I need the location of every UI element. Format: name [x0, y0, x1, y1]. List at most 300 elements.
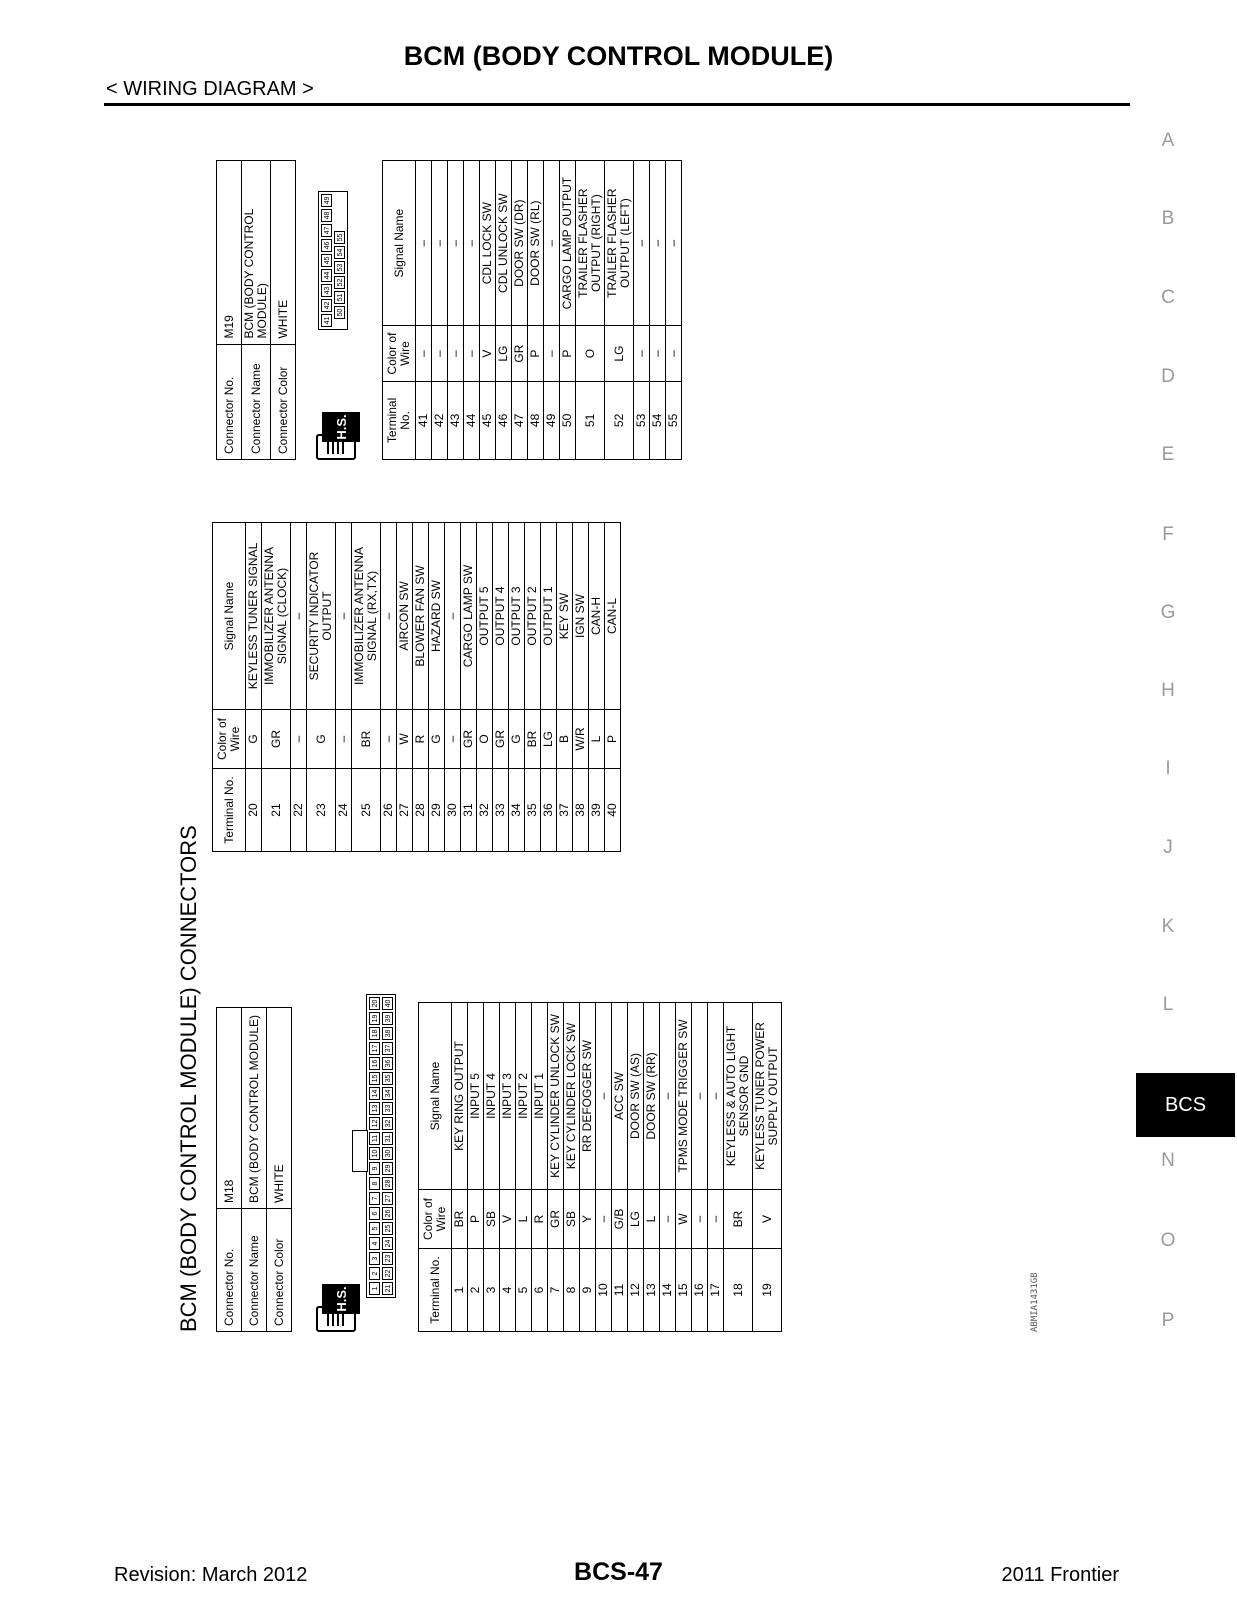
terminal-no: 52	[605, 381, 634, 459]
connector-pin: 39	[382, 1012, 393, 1025]
table-row	[544, 161, 560, 460]
terminal-no: 37	[557, 769, 573, 852]
table-row	[307, 523, 336, 852]
signal-name: –	[464, 161, 480, 326]
terminal-table-m19	[382, 160, 682, 460]
terminal-no: 1	[452, 1249, 468, 1332]
connector-pin: 16	[369, 1057, 380, 1070]
signal-name: AIRCON SW	[397, 523, 413, 710]
connector-pin: 7	[369, 1192, 380, 1205]
signal-name: –	[650, 161, 666, 326]
terminal-no: 18	[724, 1249, 753, 1332]
signal-name: OUTPUT 4	[493, 523, 509, 710]
connector-pin: 10	[369, 1147, 380, 1160]
table-row	[612, 1003, 628, 1332]
table-row	[516, 1003, 532, 1332]
terminal-no: 12	[628, 1249, 644, 1332]
signal-name: INPUT 5	[468, 1003, 484, 1190]
connector-info-m18	[216, 1007, 292, 1332]
signal-name: ACC SW	[612, 1003, 628, 1190]
wire-color: –	[432, 326, 448, 382]
terminal-no: 5	[516, 1249, 532, 1332]
table-row	[429, 523, 445, 852]
signal-name: SECURITY INDICATOR OUTPUT	[307, 523, 336, 710]
connector-pin: 47	[321, 224, 332, 237]
signal-name: CDL UNLOCK SW	[496, 161, 512, 326]
terminal-no: 29	[429, 769, 445, 852]
wire-color: LG	[628, 1190, 644, 1249]
color-of-wire-header: Color of Wire	[383, 326, 416, 382]
wire-color: O	[576, 326, 605, 382]
signal-name: CAN-L	[605, 523, 621, 710]
terminal-no: 13	[644, 1249, 660, 1332]
table-row	[557, 523, 573, 852]
connector-color: WHITE	[271, 161, 296, 345]
terminal-no: 26	[381, 769, 397, 852]
connector-pin: 33	[382, 1102, 393, 1115]
signal-name-header: Signal Name	[383, 161, 416, 326]
connector-pin: 25	[382, 1222, 393, 1235]
table-row	[564, 1003, 580, 1332]
terminal-no: 17	[708, 1249, 724, 1332]
table-row	[246, 523, 262, 852]
terminal-no: 3	[484, 1249, 500, 1332]
terminal-no: 42	[432, 381, 448, 459]
table-row	[532, 1003, 548, 1332]
terminal-no: 23	[307, 769, 336, 852]
terminal-no: 33	[493, 769, 509, 852]
signal-name: KEY SW	[557, 523, 573, 710]
table-row	[468, 1003, 484, 1332]
signal-name: KEYLESS & AUTO LIGHT SENSOR GND	[724, 1003, 753, 1190]
image-code: ABMIA1431GB	[1030, 1272, 1040, 1332]
connector-pin: 15	[369, 1072, 380, 1085]
terminal-no: 7	[548, 1249, 564, 1332]
signal-name: INPUT 2	[516, 1003, 532, 1190]
side-index-g[interactable]: G	[1160, 602, 1176, 623]
connector-pin: 35	[382, 1072, 393, 1085]
hand-book-icon: H.S.	[314, 408, 362, 460]
wire-color: LG	[605, 326, 634, 382]
wire-color: –	[634, 326, 650, 382]
wire-color: G	[429, 710, 445, 769]
wire-color: –	[464, 326, 480, 382]
terminal-no: 2	[468, 1249, 484, 1332]
signal-name: –	[708, 1003, 724, 1190]
connector-pin: 13	[369, 1102, 380, 1115]
table-row	[352, 523, 381, 852]
connector-no: M18	[217, 1008, 242, 1209]
signal-name: –	[544, 161, 560, 326]
table-row	[336, 523, 352, 852]
hand-book-icon: H.S.	[314, 1280, 362, 1332]
wire-color: W	[397, 710, 413, 769]
connector-pin: 42	[321, 299, 332, 312]
table-row	[692, 1003, 708, 1332]
wire-color: G	[307, 710, 336, 769]
signal-name: KEYLESS TUNER POWER SUPPLY OUTPUT	[753, 1003, 782, 1190]
wire-color: W	[676, 1190, 692, 1249]
signal-name: IMMOBILIZER ANTENNA SIGNAL (CLOCK)	[262, 523, 291, 710]
table-row	[528, 161, 544, 460]
terminal-no: 34	[509, 769, 525, 852]
page-number: BCS-47	[574, 1558, 663, 1586]
terminal-no: 8	[564, 1249, 580, 1332]
signal-name: KEY RING OUTPUT	[452, 1003, 468, 1190]
signal-name: OUTPUT 1	[541, 523, 557, 710]
wire-color: –	[666, 326, 682, 382]
color-of-wire-header: Color of Wire	[419, 1190, 452, 1249]
terminal-no: 43	[448, 381, 464, 459]
connector-pin: 5	[369, 1222, 380, 1235]
connector-pin: 52	[334, 276, 345, 289]
terminal-no: 31	[461, 769, 477, 852]
terminal-no-header: Terminal No.	[419, 1249, 452, 1332]
wire-color: –	[448, 326, 464, 382]
signal-name: INPUT 1	[532, 1003, 548, 1190]
connector-pin: 37	[382, 1042, 393, 1055]
connector-face-m19	[318, 191, 348, 330]
connector-pin: 30	[382, 1147, 393, 1160]
side-index-n[interactable]: N	[1161, 1150, 1175, 1171]
side-index-b[interactable]: B	[1161, 208, 1175, 229]
table-row	[589, 523, 605, 852]
wire-color: V	[500, 1190, 516, 1249]
label-connector-color: Connector Color	[271, 344, 296, 459]
terminal-no: 6	[532, 1249, 548, 1332]
side-index-e[interactable]: E	[1161, 444, 1175, 465]
wire-color: R	[532, 1190, 548, 1249]
signal-name: RR DEFOGGER SW	[580, 1003, 596, 1190]
terminal-no: 11	[612, 1249, 628, 1332]
table-row	[605, 523, 621, 852]
terminal-no: 35	[525, 769, 541, 852]
wire-color: GR	[262, 710, 291, 769]
wire-color: SB	[484, 1190, 500, 1249]
terminal-no: 40	[605, 769, 621, 852]
signal-name: TRAILER FLASHER OUTPUT (RIGHT)	[576, 161, 605, 326]
signal-name: IMMOBILIZER ANTENNA SIGNAL (RX,TX)	[352, 523, 381, 710]
terminal-no: 19	[753, 1249, 782, 1332]
table-row	[573, 523, 589, 852]
connector-pin: 54	[334, 246, 345, 259]
signal-name: DOOR SW (AS)	[628, 1003, 644, 1190]
terminal-no: 47	[512, 381, 528, 459]
connector-pin: 20	[369, 997, 380, 1010]
terminal-no: 14	[660, 1249, 676, 1332]
signal-name: TRAILER FLASHER OUTPUT (LEFT)	[605, 161, 634, 326]
signal-name: –	[291, 523, 307, 710]
wire-color: BR	[452, 1190, 468, 1249]
connector-latch	[352, 1130, 368, 1172]
wire-color: O	[477, 710, 493, 769]
terminal-no: 21	[262, 769, 291, 852]
table-row	[580, 1003, 596, 1332]
connector-pin: 50	[334, 306, 345, 319]
section-subtitle: < WIRING DIAGRAM >	[106, 78, 314, 100]
connector-pin: 43	[321, 284, 332, 297]
signal-name: CARGO LAMP OUTPUT	[560, 161, 576, 326]
wire-color: BR	[352, 710, 381, 769]
connectors-panel	[176, 160, 1040, 1332]
table-row	[397, 523, 413, 852]
terminal-table-m18-cont	[212, 522, 621, 852]
terminal-no: 45	[480, 381, 496, 459]
side-index-f[interactable]: F	[1162, 524, 1174, 545]
signal-name: –	[660, 1003, 676, 1190]
signal-name: –	[381, 523, 397, 710]
connector-pin: 46	[321, 239, 332, 252]
connector-pin: 24	[382, 1237, 393, 1250]
signal-name: –	[692, 1003, 708, 1190]
table-row	[644, 1003, 660, 1332]
connector-pin: 23	[382, 1252, 393, 1265]
revision-date: Revision: March 2012	[114, 1564, 308, 1586]
table-row	[525, 523, 541, 852]
label-connector-no: Connector No.	[217, 1209, 242, 1332]
wire-color: –	[544, 326, 560, 382]
terminal-no: 41	[416, 381, 432, 459]
model-name: 2011 Frontier	[1001, 1564, 1119, 1586]
signal-name: DOOR SW (RL)	[528, 161, 544, 326]
table-row	[448, 161, 464, 460]
side-index-a[interactable]: A	[1161, 130, 1175, 151]
table-row	[496, 161, 512, 460]
terminal-no: 10	[596, 1249, 612, 1332]
connector-no: M19	[217, 161, 242, 345]
connector-pin: 40	[382, 997, 393, 1010]
label-connector-color: Connector Color	[267, 1209, 292, 1332]
table-row	[660, 1003, 676, 1332]
wire-color: LG	[496, 326, 512, 382]
wire-color: GR	[493, 710, 509, 769]
connector-pin: 31	[382, 1132, 393, 1145]
table-row	[413, 523, 429, 852]
signal-name: DOOR SW (RR)	[644, 1003, 660, 1190]
terminal-no: 46	[496, 381, 512, 459]
table-row	[560, 161, 576, 460]
wire-color: L	[589, 710, 605, 769]
side-index-k[interactable]: K	[1161, 916, 1175, 937]
signal-name: –	[416, 161, 432, 326]
wire-color: Y	[580, 1190, 596, 1249]
table-row	[291, 523, 307, 852]
terminal-no: 16	[692, 1249, 708, 1332]
signal-name: CARGO LAMP SW	[461, 523, 477, 710]
signal-name: CDL LOCK SW	[480, 161, 496, 326]
connector-pin: 44	[321, 269, 332, 282]
signal-name: –	[445, 523, 461, 710]
table-row	[484, 1003, 500, 1332]
wire-color: –	[336, 710, 352, 769]
table-row	[676, 1003, 692, 1332]
table-row	[500, 1003, 516, 1332]
label-connector-no: Connector No.	[217, 344, 242, 459]
terminal-no: 9	[580, 1249, 596, 1332]
table-row	[381, 523, 397, 852]
signal-name: KEY CYLINDER LOCK SW	[564, 1003, 580, 1190]
terminal-no: 25	[352, 769, 381, 852]
table-row	[416, 161, 432, 460]
wire-color: –	[381, 710, 397, 769]
wire-color: SB	[564, 1190, 580, 1249]
terminal-no: 48	[528, 381, 544, 459]
side-index-l[interactable]: L	[1162, 994, 1174, 1015]
connector-pin: 6	[369, 1207, 380, 1220]
connector-pin: 21	[382, 1282, 393, 1295]
connector-name: BCM (BODY CONTROL MODULE)	[242, 161, 271, 345]
signal-name: KEY CYLINDER UNLOCK SW	[548, 1003, 564, 1190]
wire-color: –	[650, 326, 666, 382]
signal-name: INPUT 3	[500, 1003, 516, 1190]
terminal-no: 38	[573, 769, 589, 852]
connector-pin: 26	[382, 1207, 393, 1220]
wire-color: –	[708, 1190, 724, 1249]
terminal-no: 44	[464, 381, 480, 459]
terminal-no: 22	[291, 769, 307, 852]
wire-color: BR	[724, 1190, 753, 1249]
wire-color: W/R	[573, 710, 589, 769]
terminal-no: 54	[650, 381, 666, 459]
terminal-no: 53	[634, 381, 650, 459]
side-index-c[interactable]: C	[1161, 287, 1175, 308]
signal-name: CAN-H	[589, 523, 605, 710]
wire-color: –	[416, 326, 432, 382]
signal-name: DOOR SW (DR)	[512, 161, 528, 326]
connector-pin: 34	[382, 1087, 393, 1100]
terminal-no: 27	[397, 769, 413, 852]
side-index-j[interactable]: J	[1163, 837, 1173, 858]
section-title: BCM (BODY CONTROL MODULE) CONNECTORS	[176, 825, 201, 1332]
table-row	[628, 1003, 644, 1332]
wire-color: –	[596, 1190, 612, 1249]
table-row	[493, 523, 509, 852]
signal-name: OUTPUT 3	[509, 523, 525, 710]
page-title: BCM (BODY CONTROL MODULE)	[403, 41, 834, 71]
wire-color: V	[480, 326, 496, 382]
connector-pin: 2	[369, 1267, 380, 1280]
terminal-no: 39	[589, 769, 605, 852]
table-row	[477, 523, 493, 852]
table-row	[634, 161, 650, 460]
table-row	[464, 161, 480, 460]
wire-color: B	[557, 710, 573, 769]
wire-color: G	[509, 710, 525, 769]
header-rule	[104, 103, 1130, 106]
connector-name: BCM (BODY CONTROL MODULE)	[242, 1008, 267, 1209]
signal-name: –	[634, 161, 650, 326]
connector-pin: 49	[321, 194, 332, 207]
wire-color: L	[516, 1190, 532, 1249]
connector-pin: 4	[369, 1237, 380, 1250]
signal-name: INPUT 4	[484, 1003, 500, 1190]
terminal-no: 49	[544, 381, 560, 459]
signal-name: IGN SW	[573, 523, 589, 710]
table-row	[445, 523, 461, 852]
connector-pin: 14	[369, 1087, 380, 1100]
wire-color: –	[660, 1190, 676, 1249]
connector-info-m19	[216, 160, 296, 460]
signal-name: BLOWER FAN SW	[413, 523, 429, 710]
color-of-wire-header: Color of Wire	[213, 710, 246, 769]
table-row	[666, 161, 682, 460]
side-index-o[interactable]: O	[1160, 1230, 1176, 1251]
connector-face-m18	[366, 994, 396, 1298]
terminal-table-m18	[418, 1002, 782, 1332]
table-row	[262, 523, 291, 852]
connector-pin: 48	[321, 209, 332, 222]
signal-name-header: Signal Name	[213, 523, 246, 710]
connector-pin: 18	[369, 1027, 380, 1040]
wire-color: GR	[461, 710, 477, 769]
wire-color: P	[528, 326, 544, 382]
signal-name: TPMS MODE TRIGGER SW	[676, 1003, 692, 1190]
wire-color: –	[445, 710, 461, 769]
connector-pin: 32	[382, 1117, 393, 1130]
signal-name: –	[448, 161, 464, 326]
side-index-d[interactable]: D	[1161, 366, 1175, 387]
terminal-no: 15	[676, 1249, 692, 1332]
wire-color: P	[468, 1190, 484, 1249]
terminal-no-header: Terminal No.	[383, 381, 416, 459]
connector-pin: 12	[369, 1117, 380, 1130]
connector-pin: 19	[369, 1012, 380, 1025]
connector-pin: 27	[382, 1192, 393, 1205]
terminal-no: 4	[500, 1249, 516, 1332]
table-row	[605, 161, 634, 460]
connector-pin: 53	[334, 261, 345, 274]
wire-color: GR	[548, 1190, 564, 1249]
wire-color: V	[753, 1190, 782, 1249]
table-row	[452, 1003, 468, 1332]
table-row	[461, 523, 477, 852]
label-connector-name: Connector Name	[242, 344, 271, 459]
side-index-active-tab[interactable]: BCS	[1136, 1073, 1235, 1137]
side-index-h[interactable]: H	[1161, 680, 1175, 701]
connector-pin: 1	[369, 1282, 380, 1295]
table-row	[576, 161, 605, 460]
terminal-no: 36	[541, 769, 557, 852]
signal-name: –	[596, 1003, 612, 1190]
signal-name: –	[336, 523, 352, 710]
terminal-no-header: Terminal No.	[213, 769, 246, 852]
side-index-i[interactable]: I	[1165, 758, 1171, 779]
table-row	[509, 523, 525, 852]
terminal-no: 51	[576, 381, 605, 459]
terminal-no: 24	[336, 769, 352, 852]
table-row	[753, 1003, 782, 1332]
terminal-no: 32	[477, 769, 493, 852]
table-row	[596, 1003, 612, 1332]
wire-color: L	[644, 1190, 660, 1249]
signal-name: –	[666, 161, 682, 326]
terminal-no: 50	[560, 381, 576, 459]
wire-color: –	[291, 710, 307, 769]
connector-pin: 51	[334, 291, 345, 304]
connector-pin: 17	[369, 1042, 380, 1055]
wire-color: BR	[525, 710, 541, 769]
label-connector-name: Connector Name	[242, 1209, 267, 1332]
wire-color: –	[692, 1190, 708, 1249]
connector-pin: 11	[369, 1132, 380, 1145]
wire-color: P	[605, 710, 621, 769]
terminal-no: 55	[666, 381, 682, 459]
table-row	[432, 161, 448, 460]
connector-pin: 9	[369, 1162, 380, 1175]
connector-pin: 45	[321, 254, 332, 267]
connector-pin: 8	[369, 1177, 380, 1190]
side-index-p[interactable]: P	[1161, 1310, 1175, 1331]
